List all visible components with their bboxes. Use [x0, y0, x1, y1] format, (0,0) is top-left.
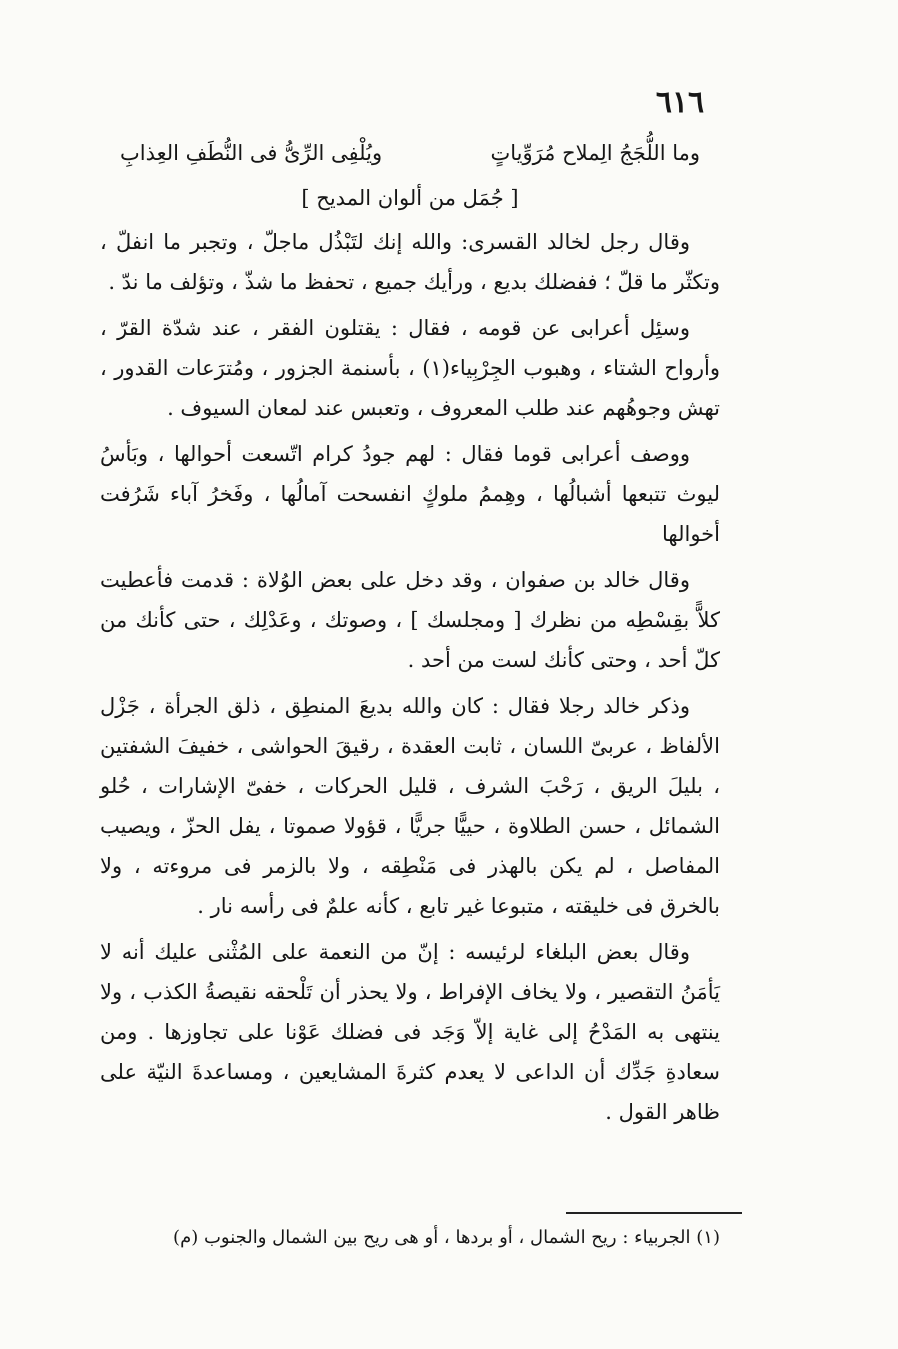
- poem-verse: [100, 130, 720, 176]
- section-heading: [ جُمَل من ألوان المديح ]: [301, 186, 519, 210]
- paragraph: وقال خالد بن صفوان ، وقد دخل على بعض الوُلاة : قدمت فأعطيت كلاًّ بقِسْطِه من نظرك [ ومجلسك ] ، وصوتك ، وعَدْلِك ، حتى كأنك من كلّ أحد ، وحتى كأنك لست من أحد .: [100, 568, 720, 672]
- footnote-divider: [566, 1212, 742, 1214]
- paragraph: وذكر خالد رجلا فقال : كان والله بديعَ المنطِق ، ذلق الجرأة ، جَزْل الألفاظ ، عربىّ اللسان ، ثابت العقدة ، رقيقَ الحواشى ، خفيفَ الشفتين ، بليلَ الريق ، رَحْبَ الشرف ، قليل الحركات ، خفىّ الإشارات ، حُلو الشمائل ، حسن الطلاوة ، حييًّا جريًّا ، قؤولا صموتا ، يفل الحزّ ، ويصيب المفاصل ، لم يكن بالهذر فى مَنْطِقه ، ولا بالزمر فى مروءته ، ولا بالخرق فى خليقته ، متبوعا غير تابع ، كأنه علمٌ فى رأسه نار .: [100, 694, 720, 918]
- verse-left-hemistich: ويُلْفِى الرِّىُّ فى النُّطَفِ العِذابِ: [120, 141, 383, 165]
- paragraph: وقال بعض البلغاء لرئيسه : إنّ من النعمة على المُثْنى عليك أنه لا يَأمَنُ التقصير ، ولا يخاف الإفراط ، ولا يحذر أن تَلْحقه نقيصةُ الكذب ، ولا ينتهى به المَدْحُ إلى غاية إلاّ وَجَد فى فضلك عَوْنا على تجاوزها . ومن سعادةِ جَدِّك أن الداعى لا يعدم كثرةَ المشايعين ، ومساعدةَ النيّة على ظاهر القول .: [100, 940, 720, 1124]
- page-body: [100, 130, 720, 1138]
- page-number: ٦١٦: [655, 85, 705, 120]
- paragraph: وسئِل أعرابى عن قومه ، فقال : يقتلون الفقر ، عند شدّة القرّ ، وأرواح الشتاء ، وهبوب الجِرْبِياء(١) ، بأسنمة الجزور ، ومُترَعات القدور ، تهش وجوهُهم عند طلب المعروف ، وتعبس عند لمعان السيوف .: [100, 316, 720, 420]
- footnote: (١) الجربياء : ريح الشمال ، أو بردها ، أو هى ريح بين الشمال والجنوب (م): [173, 1227, 720, 1248]
- paragraph: وقال رجل لخالد القسرى: والله إنك لتَبْذُل ماجلّ ، وتجبر ما انفلّ ، وتكثّر ما قلّ ؛ ففضلك بديع ، ورأيك جميع ، تحفظ ما شذّ ، وتؤلف ما ندّ .: [100, 230, 720, 294]
- paragraph: ووصف أعرابى قوما فقال : لهم جودُ كرام اتّسعت أحوالها ، وبَأسُ ليوث تتبعها أشبالُها ، وهِممُ ملوكٍ انفسحت آمالُها ، وفَخرُ آباء شَرُفت أخوالها: [100, 442, 720, 546]
- verse-right-hemistich: وما اللُّجَجُ الِملاح مُرَوِّياتٍ: [490, 141, 700, 165]
